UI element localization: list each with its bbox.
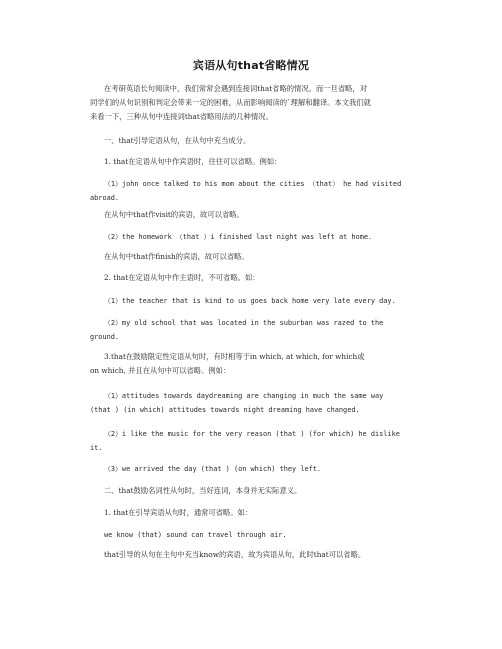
section-1-sub-3: 3.that在鼓励限定性定语从句时，有时相等于in which, at which, for which或 on which, 并且在从句中可以省略。例如：	[90, 352, 365, 375]
section-2-heading: 二、that鼓励名词性从句时，当好连词，本身并无实际意义。	[104, 486, 302, 495]
section-2-example-1: we know (that) sound can travel through air.	[104, 531, 287, 539]
intro-line: 来看一下，三种从句中连接词that省略用法的几种情况。	[90, 112, 273, 121]
example-2: （2）the homework （that ）i finished last night was left at home.	[104, 233, 373, 241]
example-6: （2）i like the music for the very reason (that ) (for which) he dislike it.	[90, 430, 400, 452]
section-1-sub-1: 1. that在定语从句中作宾语时，往往可以省略。例如：	[104, 157, 282, 166]
intro-line: 同学们的从句识别和判定会带来一定的困难，从而影响阅读的`理解和翻译。本文我们就	[90, 98, 371, 107]
intro-paragraph	[90, 82, 423, 124]
section-2-note: that引导的从句在主句中充当know的宾语，故为宾语从句，此时that可以省略。	[104, 550, 366, 559]
intro-line: 在考研英语长句阅读中，我们常常会遇到连接词that省略的情况。而一旦省略，对	[104, 84, 368, 93]
section-1-heading: 一、that引导定语从句，在从句中充当成分。	[104, 136, 251, 145]
example-3: （1）the teacher that is kind to us goes back home very late every day.	[104, 297, 396, 305]
example-5: （1）attitudes towards daydreaming are changing in much the same way (that ) (in which) attitudes towards night dreaming have changed.	[90, 392, 384, 414]
section-2-sub-1: 1. that在引导宾语从句时，通常可省略。如：	[104, 508, 253, 517]
example-1-note: 在从句中that作visit的宾语，故可以省略。	[104, 210, 244, 219]
example-1: （1）john once talked to his mom about the cities （that） he had visited abroad.	[90, 180, 402, 202]
document-title: 宾语从句that省略情况	[192, 59, 310, 72]
section-1-sub-2: 2. that在定语从句中作主语时，不可省略。如：	[104, 273, 260, 282]
example-7: （3）we arrived the day (that ) (on which) they left.	[104, 465, 322, 473]
example-4: （2）my old school that was located in the suburban was razed to the ground.	[90, 319, 384, 341]
example-2-note: 在从句中that作finish的宾语，故可以省略。	[104, 252, 249, 261]
